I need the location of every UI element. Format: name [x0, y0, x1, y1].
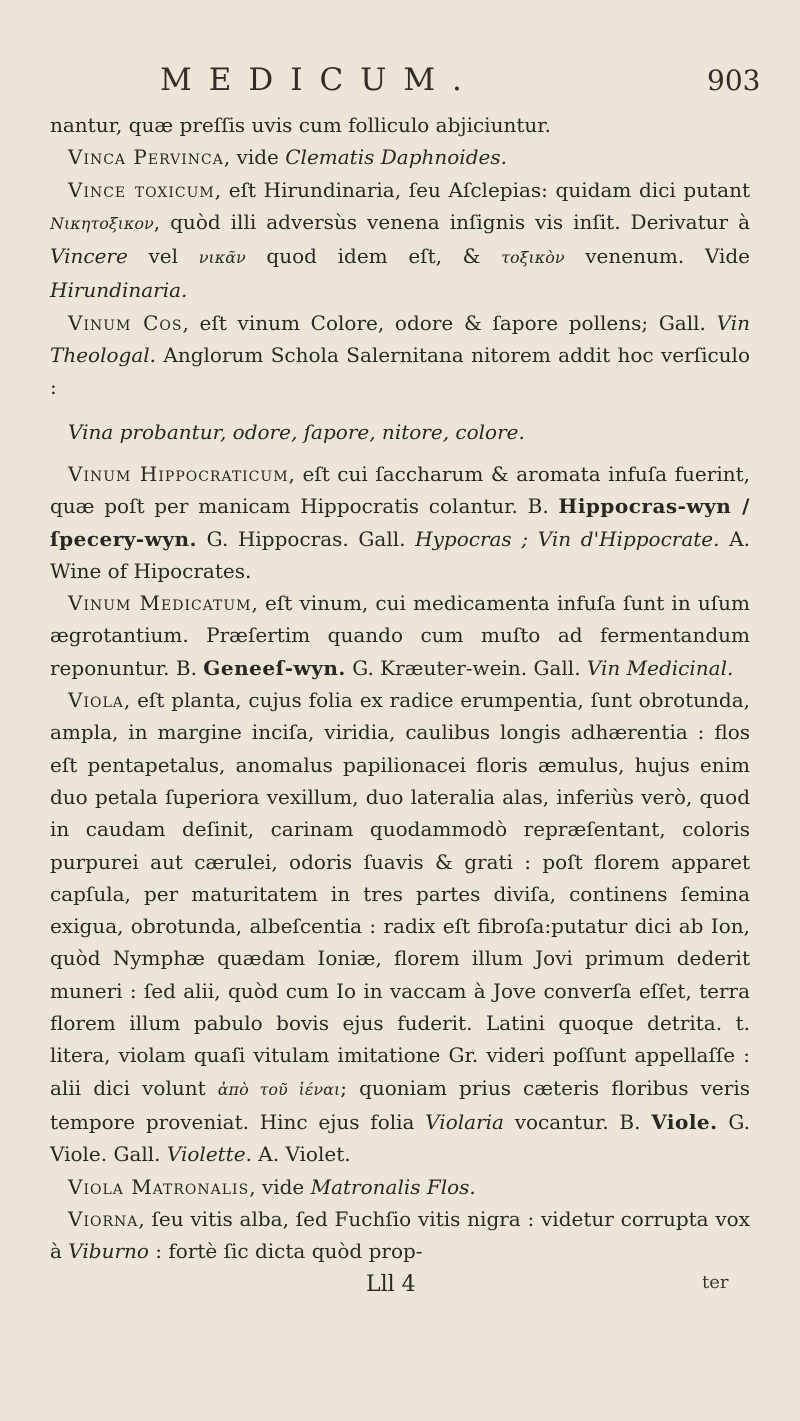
- entry-text: Anglorum Schola Salernitana nitorem addit hoc verſiculo :: [50, 343, 750, 400]
- italic-term: Hirundinaria.: [50, 278, 188, 303]
- entry-text: quod idem eſt, &: [245, 244, 502, 269]
- signature-mark: Lll 4: [366, 1272, 416, 1297]
- headword: Viorna: [68, 1206, 139, 1231]
- entry-text: A. Violet.: [251, 1142, 351, 1167]
- dictionary-entry: [50, 1171, 750, 1203]
- blackletter-term: Geneeſ-wyn.: [203, 655, 346, 680]
- entry-text: G. Hippocras. Gall.: [197, 526, 416, 551]
- italic-term: Clematis Daphnoides.: [285, 145, 507, 170]
- italic-term: Violette.: [166, 1142, 252, 1167]
- entry-text: , eſt vinum Colore, odore & ſapore pollens; Gall.: [182, 310, 717, 335]
- entry-text: , quòd illi adversùs venena inſignis vis inſit. Derivatur à: [153, 209, 750, 234]
- running-head: [0, 62, 800, 102]
- headword: Vinum Hippocraticum: [68, 461, 289, 486]
- dictionary-entry: [50, 307, 750, 404]
- headword: Viola Matronalis: [68, 1174, 250, 1199]
- headword: Viola: [68, 688, 124, 713]
- dictionary-entry: [50, 174, 750, 307]
- italic-term: Matronalis Flos.: [310, 1174, 476, 1199]
- blackletter-term: Viole.: [651, 1109, 718, 1134]
- headword: Vince toxicum: [68, 177, 215, 202]
- dictionary-entry: [50, 587, 750, 684]
- entry-text: vocantur. B.: [503, 1109, 652, 1134]
- italic-term: Violaria: [425, 1109, 504, 1134]
- catchword: ter: [702, 1272, 729, 1293]
- verse-quotation: [50, 416, 750, 448]
- entry-text: , eſt cui ſaccharum & aromata infuſa fuerint, quæ poſt per manicam Hippocratis colantur. B.: [50, 461, 750, 519]
- italic-term: Vin Theologal.: [50, 310, 750, 368]
- greek-term: τοξικὸν: [501, 248, 565, 268]
- entry-text: A. Wine of Hipocrates.: [50, 526, 750, 583]
- entry-text: venenum. Vide: [564, 244, 750, 269]
- running-title: MEDICUM.: [160, 62, 479, 98]
- italic-term: Vincere: [50, 244, 128, 269]
- entry-text: , eſt vinum, cui medicamenta infuſa ſunt in uſum ægrotantium. Præſertim quando cum muſto ad fermentandum reponuntur. B.: [50, 591, 750, 680]
- greek-term: νικᾶν: [198, 248, 246, 268]
- headword: Vinca Pervinca: [68, 145, 224, 170]
- entry-text: G. Viole. Gall.: [50, 1109, 750, 1167]
- page-footer: [0, 1272, 800, 1306]
- italic-term: Viburno: [68, 1239, 149, 1264]
- entry-text: G. Kræuter-wein. Gall.: [345, 655, 587, 680]
- greek-term: Νικητοξικον: [50, 213, 154, 233]
- dictionary-entry: [50, 141, 750, 173]
- page-number: 903: [707, 64, 761, 97]
- italic-term: Vin Medicinal.: [586, 655, 734, 680]
- entry-text: nantur, quæ preſſis uvis cum folliculo abjiciuntur.: [50, 113, 551, 137]
- italic-term: Hypocras ; Vin d'Hippocrate.: [415, 526, 720, 551]
- dictionary-entry: [50, 458, 750, 587]
- greek-term: ἀπὸ τοῦ ἱέναι: [217, 1079, 341, 1099]
- entry-text: , eſt Hirundinaria, ſeu Aſclepias: quidam dici putant: [214, 177, 750, 202]
- entry-continuation: [50, 109, 750, 141]
- entry-text: , eſt planta, cujus folia ex radice erumpentia, ſunt obrotunda, ampla, in margine inciſa, viridia, caulibus longis adhærentia : flos eſt pentapetalus, anomalus papilionacei floris æmulus, hujus enim duo petala ſuperiora vexillum, duo lateralia alas, inferiùs verò, quod in caudam deſinit, carinam quodammodò repræſentant, coloris purpurei aut cærulei, odoris ſuavis & grati : poſt florem apparet capſula, per maturitatem in tres partes diviſa, continens ſemina exigua, obrotunda, albeſcentia : radix eſt fibroſa:putatur dici ab Ion, quòd Nymphæ quædam Ioniæ, florem illum Jovi primum dederit muneri : ſed alii, quòd cum Io in vaccam à Jove converſa eſſet, terra florem illum pabulo bovis ejus fuderit. Latini quoque detrita. t. litera, violam quaſi vitulam imitatione Gr. videri poſſunt appellaſſe : alii dici volunt: [50, 688, 750, 1100]
- entry-text: , vide: [223, 145, 286, 170]
- entry-text: : fortè ſic dicta quòd prop-: [148, 1239, 423, 1264]
- dictionary-entry: [50, 684, 750, 1170]
- blackletter-term: Hippocras-wyn / ſpecery-wyn.: [50, 494, 750, 551]
- entry-text: vel: [127, 244, 199, 269]
- dictionary-entry: [50, 1203, 750, 1268]
- italic-term: Vina probantur, odore, ſapore, nitore, colore.: [68, 419, 525, 444]
- headword: Vinum Cos: [68, 310, 183, 335]
- entry-text: ; quoniam prius cæteris floribus veris tempore proveniat. Hinc ejus folia: [50, 1075, 750, 1134]
- headword: Vinum Medicatum: [68, 591, 252, 616]
- entry-text: , vide: [249, 1174, 311, 1199]
- dictionary-entries: [50, 109, 750, 1267]
- entry-text: , ſeu vitis alba, ſed Fuchſio vitis nigra : videtur corrupta vox à: [50, 1206, 750, 1264]
